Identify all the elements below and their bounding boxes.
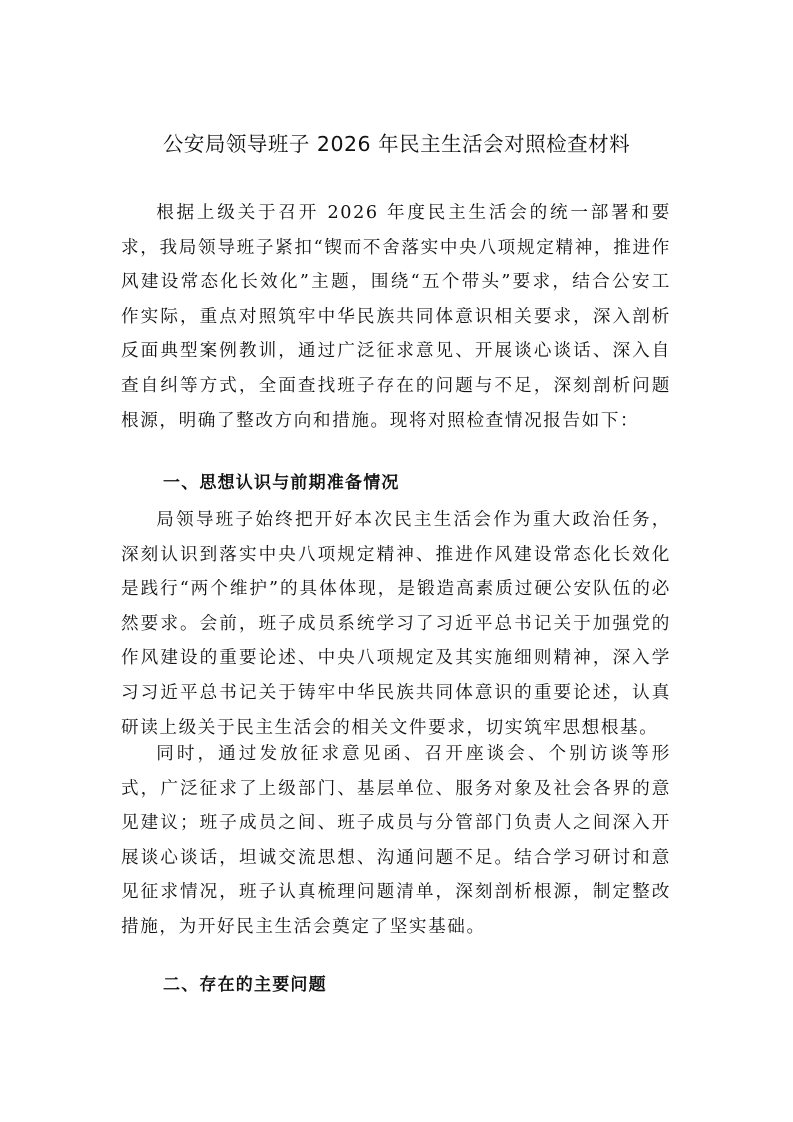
- section-1-heading: 一、思想认识与前期准备情况: [163, 473, 400, 493]
- section-2-heading: 二、存在的主要问题: [163, 975, 327, 995]
- section-1-paragraph-2: 同时，通过发放征求意见函、召开座谈会、个别访谈等形式，广泛征求了上级部门、基层单位、服务对象及社会各界的意见建议；班子成员之间、班子成员与分管部门负责人之间深入开展谈心谈话，坦诚交流思想、沟通问题不足。结合学习研讨和意见征求情况，班子认真梳理问题清单，深刻剖析根源，制定整改措施，为开好民主生活会奠定了坚实基础。: [121, 744, 671, 937]
- document-title: 公安局领导班子 2026 年民主生活会对照检查材料: [162, 132, 631, 156]
- intro-paragraph: 根据上级关于召开 2026 年度民主生活会的统一部署和要求，我局领导班子紧扣“锲而不舍落实中央八项规定精神，推进作风建设常态化长效化”主题，围绕“五个带头”要求，结合公安工作实际，重点对照筑牢中华民族共同体意识相关要求，深入剖析反面典型案例教训，通过广泛征求意见、开展谈心谈话、深入自查自纠等方式，全面查找班子存在的问题与不足，深刻剖析问题根源，明确了整改方向和措施。现将对照检查情况报告如下：: [121, 203, 671, 431]
- section-1-paragraph-1: 局领导班子始终把开好本次民主生活会作为重大政治任务，深刻认识到落实中央八项规定精神、推进作风建设常态化长效化是践行“两个维护”的具体体现，是锻造高素质过硬公安队伍的必然要求。会前，班子成员系统学习了习近平总书记关于加强党的作风建设的重要论述、中央八项规定及其实施细则精神，深入学习习近平总书记关于铸牢中华民族共同体意识的重要论述，认真研读上级关于民主生活会的相关文件要求，切实筑牢思想根基。: [121, 510, 671, 738]
